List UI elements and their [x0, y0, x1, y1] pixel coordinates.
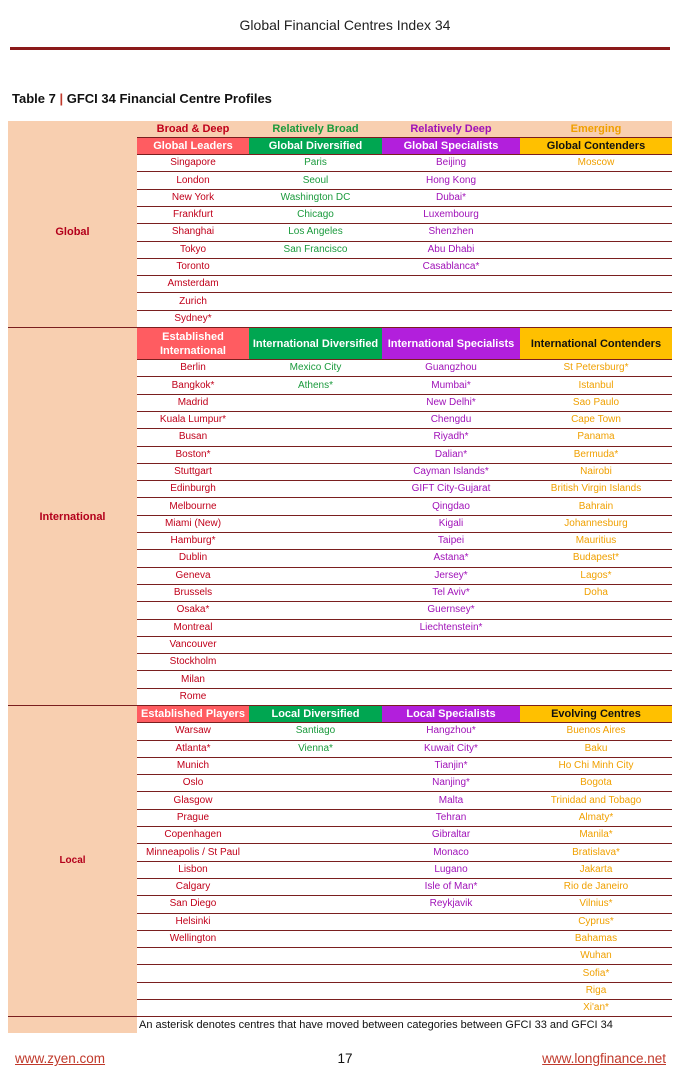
centre-cell — [520, 276, 672, 293]
centre-cell: New York — [137, 189, 249, 206]
segment-header: Global Leaders — [137, 137, 249, 154]
centre-cell — [382, 948, 520, 965]
segment-header: Global Contenders — [520, 137, 672, 154]
centre-cell: Washington DC — [249, 189, 382, 206]
centre-cell: San Francisco — [249, 241, 382, 258]
centre-cell — [249, 602, 382, 619]
centre-cell: Copenhagen — [137, 827, 249, 844]
centre-cell: Kuwait City* — [382, 740, 520, 757]
centre-cell: Miami (New) — [137, 515, 249, 532]
centre-cell: Panama — [520, 429, 672, 446]
financial-centre-profiles-table — [8, 121, 672, 1033]
centre-cell — [249, 411, 382, 428]
centre-cell — [249, 948, 382, 965]
centre-cell — [249, 688, 382, 705]
centre-cell — [249, 584, 382, 601]
centre-cell: Frankfurt — [137, 206, 249, 223]
centre-cell: Cayman Islands* — [382, 463, 520, 480]
centre-cell: Doha — [520, 584, 672, 601]
centre-cell — [249, 550, 382, 567]
centre-cell: Rio de Janeiro — [520, 878, 672, 895]
category-corner — [8, 121, 137, 137]
centre-cell: Astana* — [382, 550, 520, 567]
centre-cell: Milan — [137, 671, 249, 688]
centre-cell — [520, 189, 672, 206]
centre-cell: New Delhi* — [382, 394, 520, 411]
centre-cell: Lisbon — [137, 861, 249, 878]
centre-cell — [382, 293, 520, 310]
centre-cell — [382, 930, 520, 947]
centre-cell: Calgary — [137, 878, 249, 895]
centre-cell: Jakarta — [520, 861, 672, 878]
centre-cell — [249, 844, 382, 861]
segment-header: Established Players — [137, 706, 249, 723]
centre-cell — [382, 688, 520, 705]
centre-cell — [520, 671, 672, 688]
centre-cell: Lugano — [382, 861, 520, 878]
centre-cell — [382, 913, 520, 930]
centre-cell: Chicago — [249, 206, 382, 223]
centre-cell: Xi'an* — [520, 1000, 672, 1017]
centre-cell — [249, 827, 382, 844]
centre-cell — [249, 515, 382, 532]
centre-cell — [382, 636, 520, 653]
centre-cell: Tel Aviv* — [382, 584, 520, 601]
centre-cell: Shenzhen — [382, 224, 520, 241]
centre-cell: Bangkok* — [137, 377, 249, 394]
centre-cell — [382, 310, 520, 327]
centre-cell: Tianjin* — [382, 757, 520, 774]
header-rule — [10, 47, 670, 50]
zyen-link[interactable]: www.zyen.com — [15, 1051, 106, 1066]
section-header-row — [8, 706, 672, 723]
centre-cell — [249, 896, 382, 913]
centre-cell — [249, 619, 382, 636]
centre-cell: Isle of Man* — [382, 878, 520, 895]
centre-cell: Luxembourg — [382, 206, 520, 223]
centre-cell: Wuhan — [520, 948, 672, 965]
centre-cell: Tokyo — [137, 241, 249, 258]
centre-cell: Glasgow — [137, 792, 249, 809]
centre-cell: Trinidad and Tobago — [520, 792, 672, 809]
centre-cell — [249, 654, 382, 671]
centre-cell — [249, 567, 382, 584]
centre-cell: Dubai* — [382, 189, 520, 206]
centre-cell: Rome — [137, 688, 249, 705]
centre-cell: Hangzhou* — [382, 723, 520, 740]
centre-cell — [520, 241, 672, 258]
section-header-row — [8, 328, 672, 360]
title-separator: | — [59, 91, 64, 106]
centre-cell: Monaco — [382, 844, 520, 861]
centre-cell — [249, 446, 382, 463]
note-padding — [8, 1017, 137, 1034]
centre-cell — [520, 172, 672, 189]
centre-cell — [249, 293, 382, 310]
segment-header: Established International — [137, 328, 249, 360]
centre-cell: Mumbai* — [382, 377, 520, 394]
centre-cell: Jersey* — [382, 567, 520, 584]
centre-cell — [520, 636, 672, 653]
centre-cell: Brussels — [137, 584, 249, 601]
centre-cell: Montreal — [137, 619, 249, 636]
centre-cell: Los Angeles — [249, 224, 382, 241]
centre-cell — [137, 965, 249, 982]
centre-cell — [137, 982, 249, 999]
centre-cell: Edinburgh — [137, 481, 249, 498]
centre-cell — [382, 982, 520, 999]
centre-cell — [249, 757, 382, 774]
asterisk-note: An asterisk denotes centres that have moved between categories between GFCI 33 and GFCI 34 — [139, 1019, 613, 1032]
centre-cell: Wellington — [137, 930, 249, 947]
segment-header: International Specialists — [382, 328, 520, 360]
centre-cell: Qingdao — [382, 498, 520, 515]
table-title — [12, 91, 272, 106]
segment-header: International Contenders — [520, 328, 672, 360]
centre-cell — [137, 948, 249, 965]
centre-cell: Amsterdam — [137, 276, 249, 293]
centre-cell: Dalian* — [382, 446, 520, 463]
centre-cell: Hong Kong — [382, 172, 520, 189]
segment-header: Local Specialists — [382, 706, 520, 723]
centre-cell — [249, 276, 382, 293]
centre-cell: Athens* — [249, 377, 382, 394]
centre-cell: Liechtenstein* — [382, 619, 520, 636]
centre-cell: Guangzhou — [382, 360, 520, 377]
centre-cell: Oslo — [137, 775, 249, 792]
segment-header: Global Diversified — [249, 137, 382, 154]
centre-cell: Sao Paulo — [520, 394, 672, 411]
centre-cell: Madrid — [137, 394, 249, 411]
centre-cell: Stockholm — [137, 654, 249, 671]
document-header: Global Financial Centres Index 34 — [239, 17, 451, 33]
centre-cell — [382, 671, 520, 688]
centre-cell — [520, 619, 672, 636]
centre-cell — [520, 654, 672, 671]
centre-cell — [249, 636, 382, 653]
category-header: Broad & Deep — [137, 121, 249, 137]
centre-cell: Kigali — [382, 515, 520, 532]
centre-cell: Dublin — [137, 550, 249, 567]
centre-cell: Busan — [137, 429, 249, 446]
centre-cell: Prague — [137, 809, 249, 826]
centre-cell — [137, 1000, 249, 1017]
centre-cell — [520, 293, 672, 310]
centre-cell: Abu Dhabi — [382, 241, 520, 258]
centre-cell: Mauritius — [520, 533, 672, 550]
centre-cell: Sofia* — [520, 965, 672, 982]
centre-cell: Budapest* — [520, 550, 672, 567]
segment-header: Global Specialists — [382, 137, 520, 154]
centre-cell: Beijing — [382, 155, 520, 172]
centre-cell: Taipei — [382, 533, 520, 550]
centre-cell: Bahamas — [520, 930, 672, 947]
centre-cell: San Diego — [137, 896, 249, 913]
centre-cell — [520, 310, 672, 327]
centre-cell: Ho Chi Minh City — [520, 757, 672, 774]
centre-cell: Boston* — [137, 446, 249, 463]
category-header: Relatively Broad — [249, 121, 382, 137]
centre-cell: Johannesburg — [520, 515, 672, 532]
centre-cell: Stuttgart — [137, 463, 249, 480]
centre-cell: Mexico City — [249, 360, 382, 377]
segment-header: Local Diversified — [249, 706, 382, 723]
centre-cell: Manila* — [520, 827, 672, 844]
centre-cell: Almaty* — [520, 809, 672, 826]
centre-cell: Istanbul — [520, 377, 672, 394]
centre-cell: Riga — [520, 982, 672, 999]
centre-cell: British Virgin Islands — [520, 481, 672, 498]
centre-cell: Vancouver — [137, 636, 249, 653]
centre-cell: Cyprus* — [520, 913, 672, 930]
centre-cell — [249, 913, 382, 930]
centre-cell: Bahrain — [520, 498, 672, 515]
centre-cell — [249, 498, 382, 515]
centre-cell: Santiago — [249, 723, 382, 740]
centre-cell: Zurich — [137, 293, 249, 310]
centre-cell: Riyadh* — [382, 429, 520, 446]
centre-cell: Seoul — [249, 172, 382, 189]
table-title-text: GFCI 34 Financial Centre Profiles — [66, 91, 272, 106]
centre-cell: Paris — [249, 155, 382, 172]
centre-cell — [249, 809, 382, 826]
centre-cell: Vienna* — [249, 740, 382, 757]
centre-cell: Reykjavik — [382, 896, 520, 913]
centre-cell — [382, 965, 520, 982]
centre-cell: Helsinki — [137, 913, 249, 930]
centre-cell: Guernsey* — [382, 602, 520, 619]
centre-cell — [249, 930, 382, 947]
centre-cell — [249, 775, 382, 792]
centre-cell: St Petersburg* — [520, 360, 672, 377]
centre-cell: Gibraltar — [382, 827, 520, 844]
centre-cell — [520, 206, 672, 223]
centre-cell: Berlin — [137, 360, 249, 377]
centre-cell: Melbourne — [137, 498, 249, 515]
centre-cell — [520, 258, 672, 275]
note-row — [8, 1017, 672, 1034]
region-label: Global — [8, 137, 137, 327]
section-header-row — [8, 137, 672, 154]
segment-header: International Diversified — [249, 328, 382, 360]
centre-cell — [249, 965, 382, 982]
region-label: International — [8, 328, 137, 706]
centre-cell: Toronto — [137, 258, 249, 275]
centre-cell: Hamburg* — [137, 533, 249, 550]
centre-cell — [249, 394, 382, 411]
centre-cell: Sydney* — [137, 310, 249, 327]
centre-cell — [249, 982, 382, 999]
longfinance-link[interactable]: www.longfinance.net — [542, 1051, 666, 1066]
centre-cell: Nairobi — [520, 463, 672, 480]
region-label: Local — [8, 706, 137, 1017]
centre-cell: Lagos* — [520, 567, 672, 584]
category-header: Emerging — [520, 121, 672, 137]
centre-cell: Warsaw — [137, 723, 249, 740]
centre-cell — [520, 688, 672, 705]
category-row — [8, 121, 672, 137]
centre-cell: Bogota — [520, 775, 672, 792]
centre-cell — [249, 533, 382, 550]
centre-cell: Malta — [382, 792, 520, 809]
centre-cell — [249, 310, 382, 327]
centre-cell: London — [137, 172, 249, 189]
centre-cell: Bratislava* — [520, 844, 672, 861]
centre-cell — [249, 878, 382, 895]
centre-cell: GIFT City-Gujarat — [382, 481, 520, 498]
centre-cell: Casablanca* — [382, 258, 520, 275]
centre-cell: Osaka* — [137, 602, 249, 619]
centre-cell: Minneapolis / St Paul — [137, 844, 249, 861]
centre-cell: Moscow — [520, 155, 672, 172]
centre-cell — [249, 792, 382, 809]
centre-cell — [249, 861, 382, 878]
centre-cell: Kuala Lumpur* — [137, 411, 249, 428]
centre-cell — [249, 429, 382, 446]
centre-cell — [520, 602, 672, 619]
centre-cell — [382, 1000, 520, 1017]
centre-cell — [382, 654, 520, 671]
centre-cell — [249, 481, 382, 498]
centre-cell: Atlanta* — [137, 740, 249, 757]
centre-cell — [249, 463, 382, 480]
centre-cell: Shanghai — [137, 224, 249, 241]
centre-cell — [249, 258, 382, 275]
centre-cell: Vilnius* — [520, 896, 672, 913]
segment-header: Evolving Centres — [520, 706, 672, 723]
centre-cell: Baku — [520, 740, 672, 757]
category-header: Relatively Deep — [382, 121, 520, 137]
centre-cell: Nanjing* — [382, 775, 520, 792]
centre-cell: Tehran — [382, 809, 520, 826]
centre-cell — [382, 276, 520, 293]
centre-cell: Singapore — [137, 155, 249, 172]
centre-cell — [249, 1000, 382, 1017]
centre-cell: Buenos Aires — [520, 723, 672, 740]
centre-cell: Geneva — [137, 567, 249, 584]
centre-cell: Munich — [137, 757, 249, 774]
centre-cell — [520, 224, 672, 241]
page-number: 17 — [337, 1051, 353, 1066]
centre-cell — [249, 671, 382, 688]
centre-cell: Chengdu — [382, 411, 520, 428]
centre-cell: Cape Town — [520, 411, 672, 428]
centre-cell: Bermuda* — [520, 446, 672, 463]
table-number: Table 7 — [12, 91, 56, 106]
